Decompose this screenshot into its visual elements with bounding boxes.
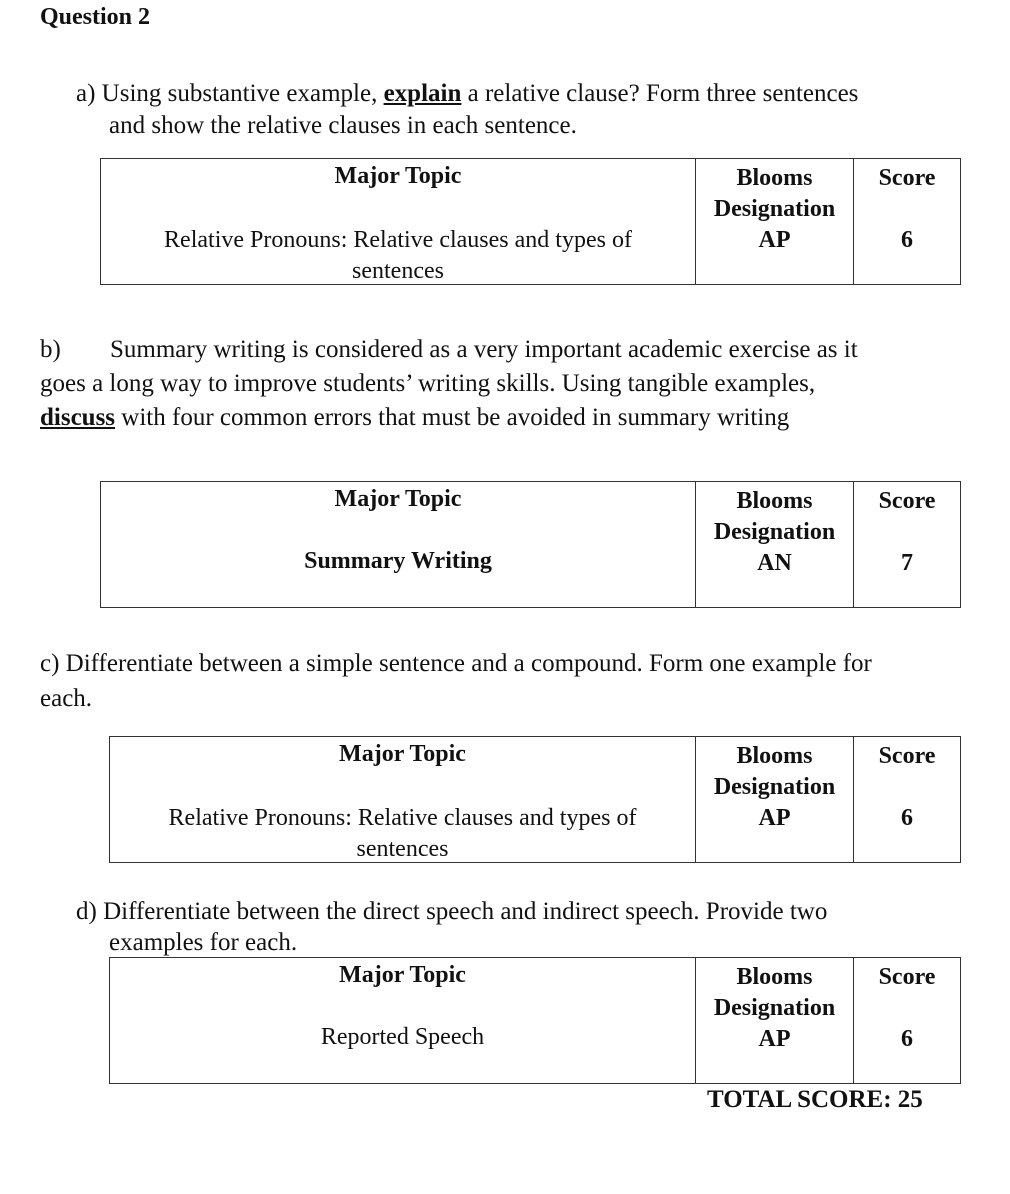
blooms-cell xyxy=(696,737,854,863)
blooms-header-line1: Blooms xyxy=(736,743,813,769)
blooms-header-line2: Designation xyxy=(713,995,836,1021)
question-c-text: c) Differentiate between a simple sentence and a compound. Form one example for each. xyxy=(40,650,872,712)
major-topic-value: Reported Speech xyxy=(320,1024,485,1050)
topic-table-c xyxy=(109,736,961,863)
score-header: Score xyxy=(878,743,936,769)
blooms-header-line1: Blooms xyxy=(736,488,813,514)
topic-table-d xyxy=(109,957,961,1084)
blooms-header-line2: Designation xyxy=(713,519,836,545)
score-header: Score xyxy=(878,165,936,191)
major-topic-value: Summary Writing xyxy=(304,548,492,574)
part-c-label: c) xyxy=(40,650,60,677)
major-topic-header: Major Topic xyxy=(334,486,462,512)
major-topic-header: Major Topic xyxy=(339,962,466,988)
blooms-value: AP xyxy=(758,1026,791,1052)
major-topic-value: Relative Pronouns: Relative clauses and types of sentences xyxy=(164,227,632,284)
part-d-label: d) xyxy=(76,898,97,925)
score-value: 7 xyxy=(901,550,913,576)
major-topic-cell xyxy=(110,958,696,1084)
blooms-value: AN xyxy=(757,550,792,576)
blooms-value: AP xyxy=(758,227,791,253)
blooms-header-line2: Designation xyxy=(713,774,836,800)
major-topic-cell xyxy=(101,482,696,608)
part-b-label: b) xyxy=(40,336,61,363)
score-cell xyxy=(854,958,961,1084)
score-header: Score xyxy=(878,964,936,990)
score-cell xyxy=(854,482,961,608)
score-value: 6 xyxy=(901,227,913,253)
part-a-label: a) xyxy=(76,80,96,107)
blooms-header-line2: Designation xyxy=(713,196,836,222)
major-topic-value: Relative Pronouns: Relative clauses and types of sentences xyxy=(168,805,637,862)
score-value: 6 xyxy=(901,805,913,831)
major-topic-header: Major Topic xyxy=(339,741,466,767)
keyword-explain: explain xyxy=(383,80,462,107)
blooms-header-line1: Blooms xyxy=(736,165,813,191)
topic-table-a xyxy=(100,158,961,285)
total-score: TOTAL SCORE: 25 xyxy=(707,1086,923,1113)
question-a-text: a) Using substantive example, explain a relative clause? Form three sentences and show the relative clauses in each sentence. xyxy=(76,80,859,139)
major-topic-cell xyxy=(110,737,696,863)
keyword-discuss: discuss xyxy=(40,404,116,431)
score-header: Score xyxy=(878,488,936,514)
topic-table-b xyxy=(100,481,961,608)
blooms-cell xyxy=(696,958,854,1084)
score-cell xyxy=(854,159,961,285)
score-value: 6 xyxy=(901,1026,913,1052)
question-heading: Question 2 xyxy=(40,4,151,30)
blooms-value: AP xyxy=(758,805,791,831)
major-topic-header: Major Topic xyxy=(334,163,462,189)
blooms-header-line1: Blooms xyxy=(736,964,813,990)
question-d-text: d) Differentiate between the direct speech and indirect speech. Provide two examples for each. xyxy=(76,898,828,956)
major-topic-cell xyxy=(101,159,696,285)
blooms-cell xyxy=(696,159,854,285)
blooms-cell xyxy=(696,482,854,608)
question-b-text: b) Summary writing is considered as a very important academic exercise as it goes a long way to improve students’ writing skills. Using tangible examples, discuss with four common errors that must be avoided in summary writing xyxy=(40,333,858,435)
score-cell xyxy=(854,737,961,863)
